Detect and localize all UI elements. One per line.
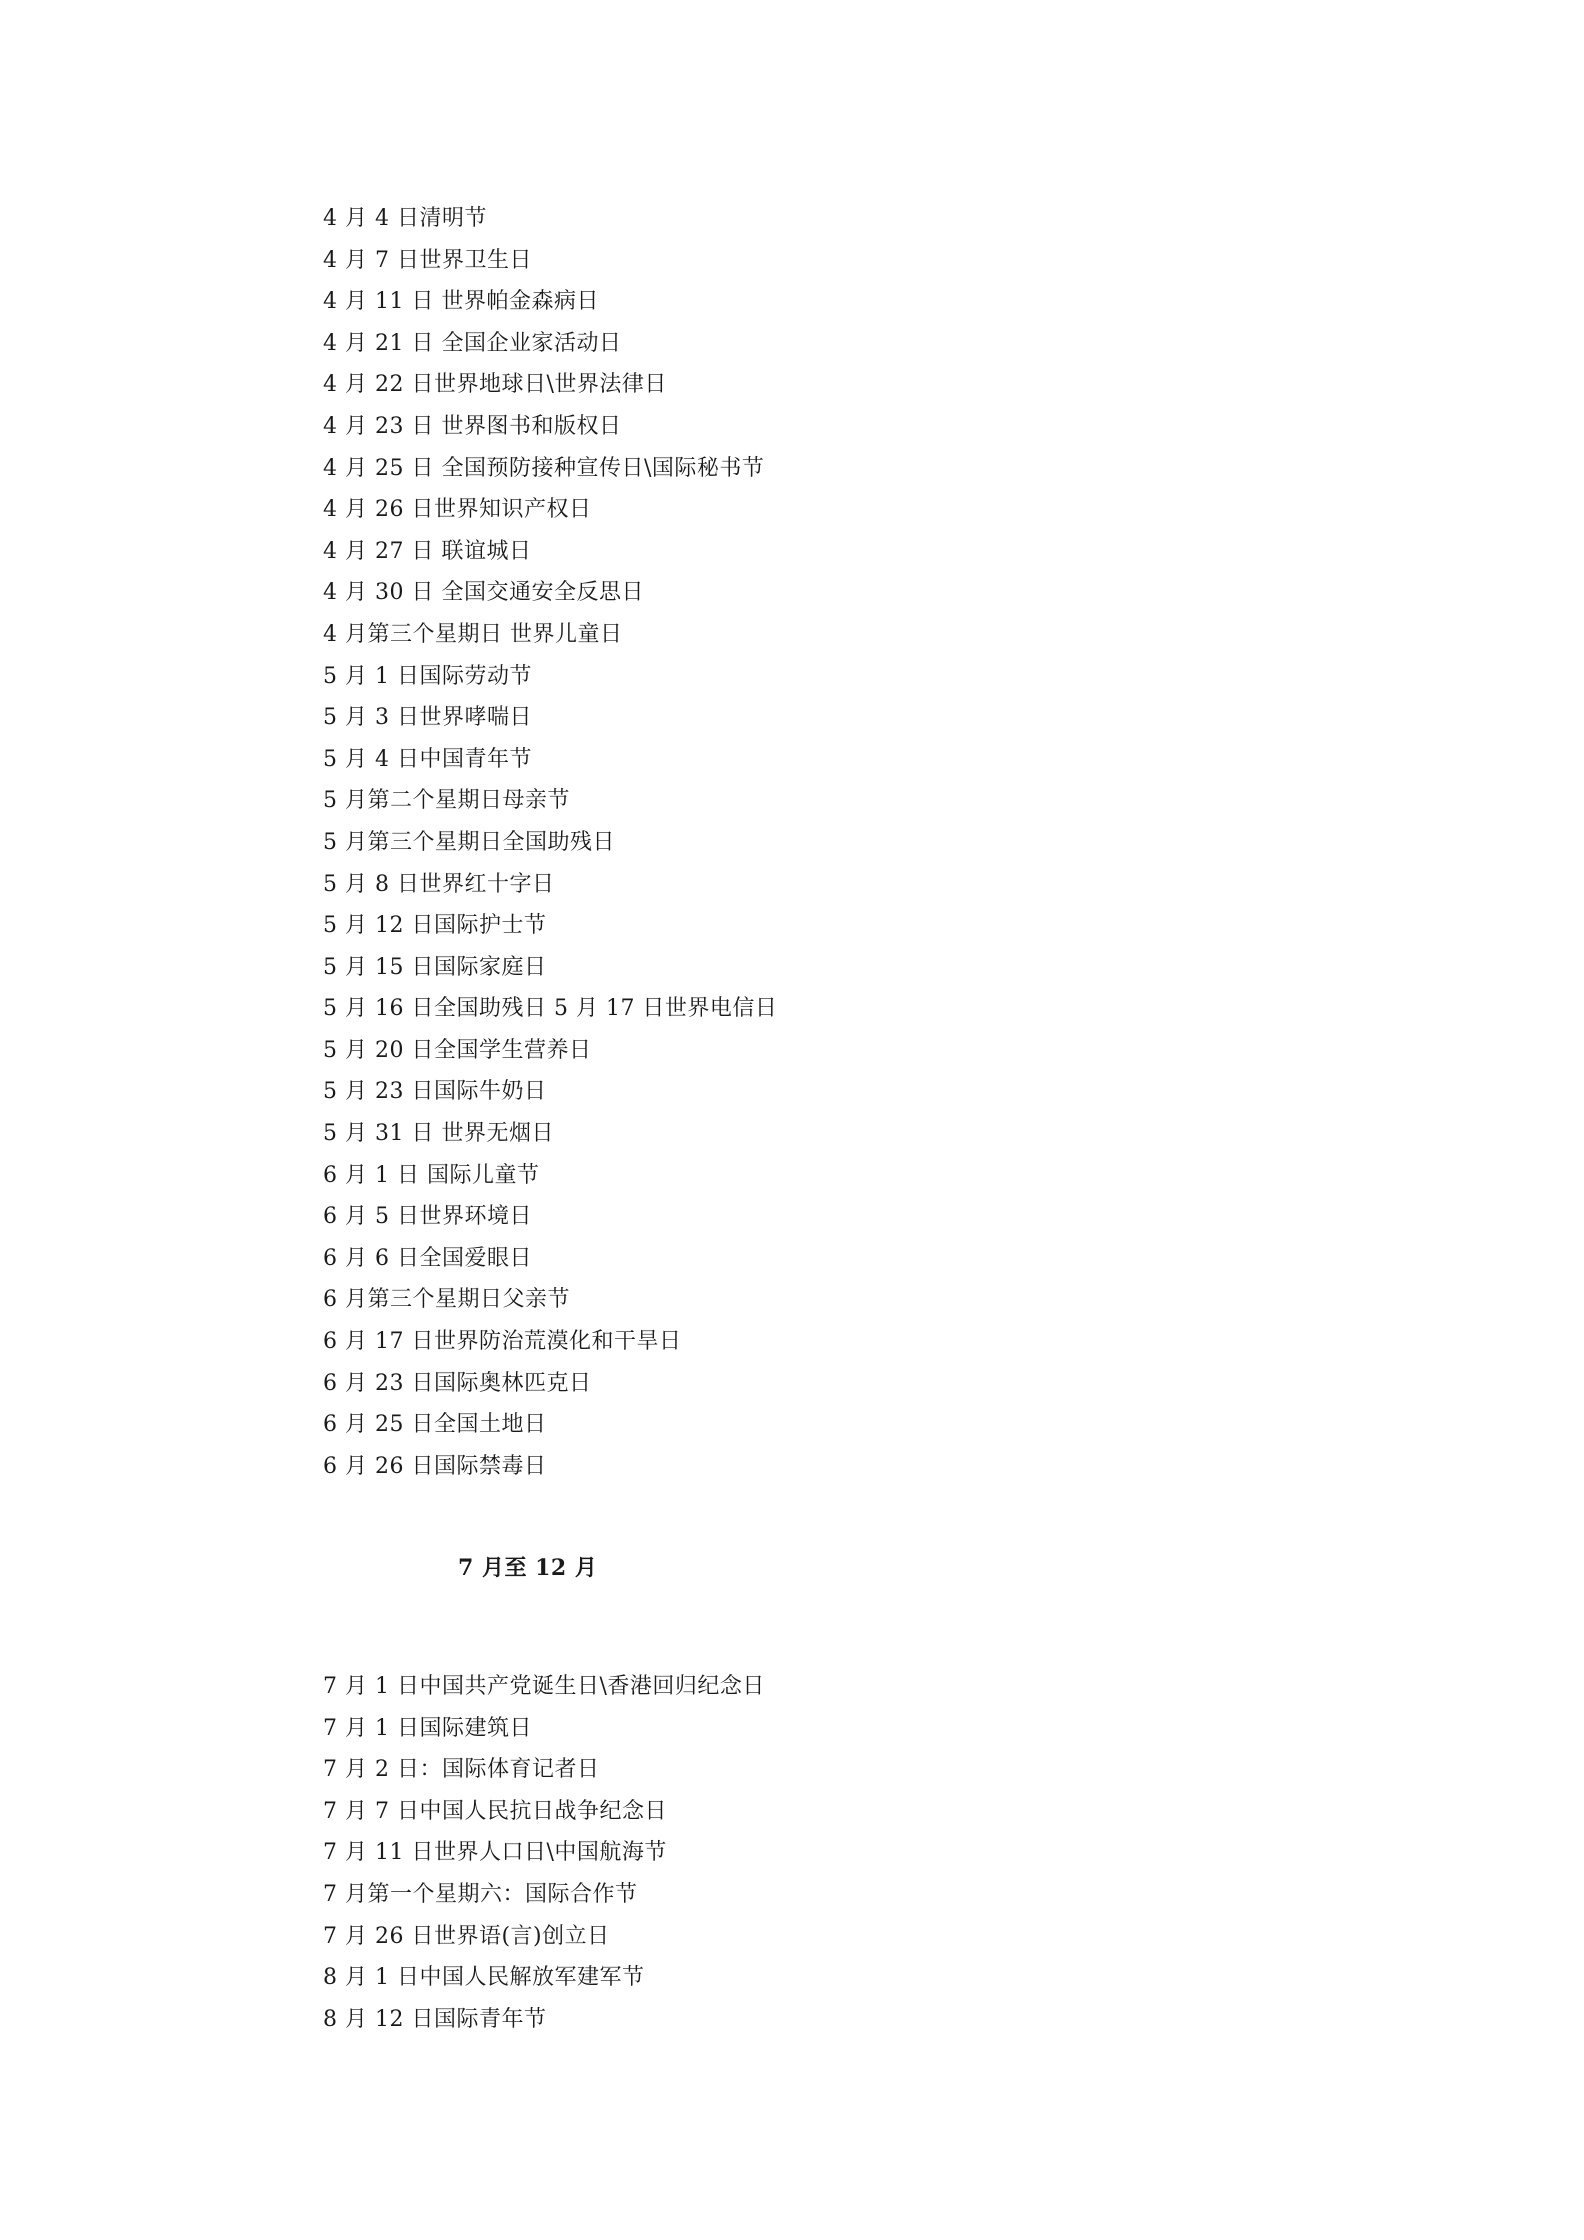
list-item: 6 月 6 日全国爱眼日 <box>323 1245 532 1271</box>
list-item: 6 月 17 日世界防治荒漠化和干旱日 <box>323 1329 682 1355</box>
list-item: 6 月 26 日国际禁毒日 <box>323 1453 547 1479</box>
list-item: 6 月 23 日国际奥林匹克日 <box>323 1370 592 1396</box>
list-item: 6 月 1 日 国际儿童节 <box>323 1162 540 1188</box>
list-item: 4 月 27 日 联谊城日 <box>323 538 532 564</box>
list-item: 5 月 12 日国际护士节 <box>323 913 547 939</box>
list-item: 5 月 8 日世界红十字日 <box>323 871 555 897</box>
list-item: 5 月 16 日全国助残日 5 月 17 日世界电信日 <box>323 996 778 1022</box>
list-item: 7 月 11 日世界人口日\中国航海节 <box>323 1840 667 1866</box>
list-item: 4 月 22 日世界地球日\世界法律日 <box>323 372 667 398</box>
list-item: 4 月 4 日清明节 <box>323 206 487 231</box>
list-item: 7 月 26 日世界语(言)创立日 <box>323 1923 610 1949</box>
list-item: 5 月 31 日 世界无烟日 <box>323 1121 554 1147</box>
list-item: 5 月 3 日世界哮喘日 <box>323 705 532 731</box>
holiday-list-april-june <box>323 198 777 1487</box>
list-item: 7 月 1 日国际建筑日 <box>323 1715 532 1741</box>
list-item: 7 月 1 日中国共产党诞生日\香港回归纪念日 <box>323 1674 765 1699</box>
list-item: 7 月第一个星期六：国际合作节 <box>323 1881 638 1907</box>
section-heading-july-december: 7 月至 12 月 <box>458 1555 598 1581</box>
list-item: 5 月 20 日全国学生营养日 <box>323 1037 592 1063</box>
list-item: 4 月 21 日 全国企业家活动日 <box>323 330 622 356</box>
list-item: 4 月 30 日 全国交通安全反思日 <box>323 580 644 606</box>
list-item: 5 月第二个星期日母亲节 <box>323 788 570 814</box>
list-item: 4 月 26 日世界知识产权日 <box>323 497 592 523</box>
list-item: 7 月 7 日中国人民抗日战争纪念日 <box>323 1798 667 1824</box>
list-item: 7 月 2 日：国际体育记者日 <box>323 1757 600 1783</box>
list-item: 8 月 12 日国际青年节 <box>323 2006 547 2032</box>
list-item: 4 月 23 日 世界图书和版权日 <box>323 413 622 439</box>
list-item: 5 月 4 日中国青年节 <box>323 746 532 772</box>
list-item: 4 月 11 日 世界帕金森病日 <box>323 289 599 315</box>
list-item: 6 月 25 日全国土地日 <box>323 1412 547 1438</box>
list-item: 4 月 7 日世界卫生日 <box>323 247 532 273</box>
holiday-list-july-december <box>323 1666 765 2040</box>
list-item: 6 月第三个星期日父亲节 <box>323 1287 570 1313</box>
list-item: 8 月 1 日中国人民解放军建军节 <box>323 1965 645 1991</box>
list-item: 5 月第三个星期日全国助残日 <box>323 829 615 855</box>
list-item: 5 月 1 日国际劳动节 <box>323 663 532 689</box>
list-item: 5 月 23 日国际牛奶日 <box>323 1079 547 1105</box>
list-item: 4 月 25 日 全国预防接种宣传日\国际秘书节 <box>323 455 765 481</box>
list-item: 4 月第三个星期日 世界儿童日 <box>323 621 623 647</box>
list-item: 5 月 15 日国际家庭日 <box>323 954 547 980</box>
list-item: 6 月 5 日世界环境日 <box>323 1204 532 1230</box>
